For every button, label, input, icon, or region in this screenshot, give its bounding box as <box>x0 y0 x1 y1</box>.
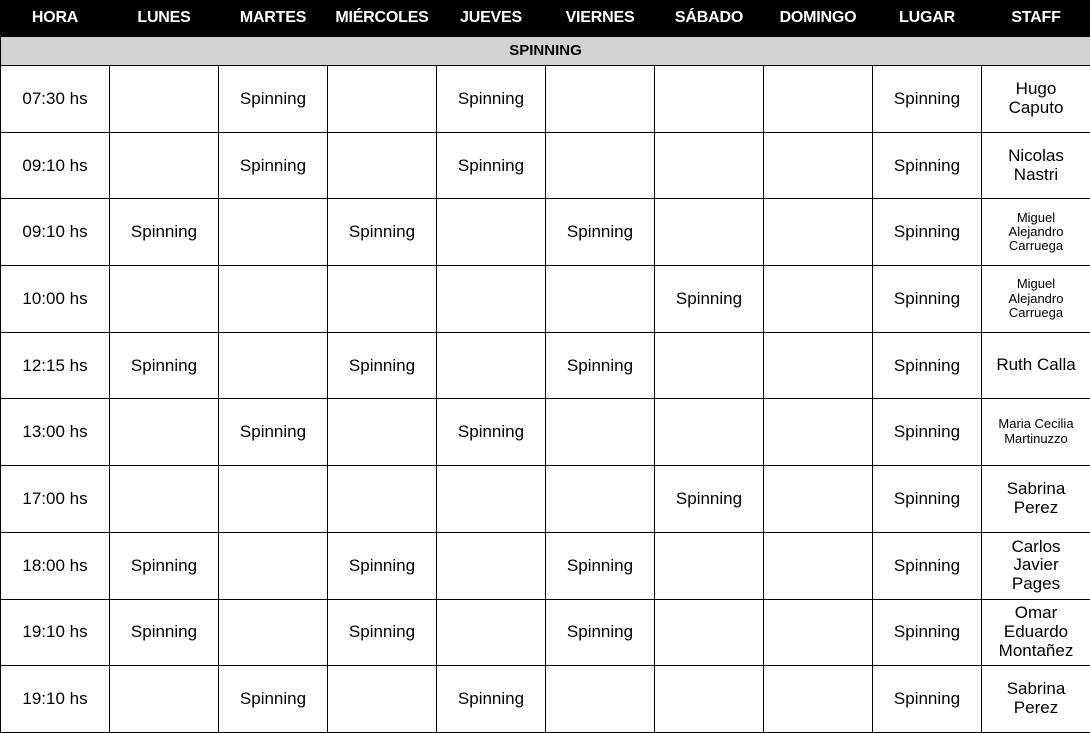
column-header-viernes: VIERNES <box>546 1 655 36</box>
cell-domingo <box>764 666 873 733</box>
cell-jueves <box>437 532 546 599</box>
cell-lunes: Spinning <box>110 599 219 666</box>
cell-sabado <box>655 132 764 199</box>
cell-martes: Spinning <box>219 66 328 133</box>
cell-martes <box>219 466 328 533</box>
cell-jueves <box>437 199 546 266</box>
cell-lunes <box>110 132 219 199</box>
section-row <box>1 36 1090 66</box>
cell-viernes <box>546 132 655 199</box>
cell-staff <box>982 466 1090 533</box>
cell-viernes <box>546 666 655 733</box>
cell-domingo <box>764 66 873 133</box>
staff-name-line: Perez <box>1014 499 1058 518</box>
staff-name-line: Sabrina <box>1007 480 1066 499</box>
cell-jueves <box>437 332 546 399</box>
cell-martes <box>219 599 328 666</box>
cell-lugar: Spinning <box>873 666 982 733</box>
cell-miercoles: Spinning <box>328 532 437 599</box>
cell-staff <box>982 199 1090 266</box>
staff-name-line: Caputo <box>1009 99 1064 118</box>
staff-name-line: Miguel <box>1017 211 1055 225</box>
cell-lugar: Spinning <box>873 466 982 533</box>
cell-hora: 18:00 hs <box>1 532 110 599</box>
cell-hora: 10:00 hs <box>1 266 110 333</box>
cell-miercoles: Spinning <box>328 599 437 666</box>
cell-hora: 09:10 hs <box>1 199 110 266</box>
staff-name-line: Ruth Calla <box>996 356 1075 375</box>
cell-lunes <box>110 266 219 333</box>
cell-viernes <box>546 466 655 533</box>
cell-hora: 12:15 hs <box>1 332 110 399</box>
staff-name-line: Hugo <box>1016 80 1057 99</box>
column-header-staff: STAFF <box>982 1 1090 36</box>
staff-name-line: Javier <box>1013 556 1058 575</box>
cell-lugar: Spinning <box>873 66 982 133</box>
cell-lugar: Spinning <box>873 266 982 333</box>
cell-lugar: Spinning <box>873 332 982 399</box>
staff-name-line: Martinuzzo <box>1004 432 1068 447</box>
cell-domingo <box>764 199 873 266</box>
cell-miercoles: Spinning <box>328 332 437 399</box>
cell-sabado <box>655 199 764 266</box>
cell-sabado <box>655 66 764 133</box>
cell-miercoles <box>328 466 437 533</box>
cell-staff <box>982 666 1090 733</box>
table-row <box>1 199 1090 266</box>
cell-jueves: Spinning <box>437 666 546 733</box>
cell-sabado <box>655 599 764 666</box>
cell-lunes <box>110 399 219 466</box>
table-row <box>1 666 1090 733</box>
staff-name-line: Carruega <box>1009 306 1063 320</box>
cell-domingo <box>764 599 873 666</box>
cell-martes <box>219 199 328 266</box>
table-row <box>1 266 1090 333</box>
cell-staff <box>982 399 1090 466</box>
cell-sabado <box>655 532 764 599</box>
cell-sabado <box>655 399 764 466</box>
column-header-hora: HORA <box>1 1 110 36</box>
cell-hora: 17:00 hs <box>1 466 110 533</box>
cell-domingo <box>764 532 873 599</box>
cell-staff <box>982 332 1090 399</box>
section-title: SPINNING <box>1 36 1090 66</box>
table-row <box>1 599 1090 666</box>
cell-miercoles <box>328 399 437 466</box>
cell-jueves <box>437 599 546 666</box>
cell-jueves <box>437 466 546 533</box>
staff-name-line: Montañez <box>999 642 1074 661</box>
column-header-sabado: SÁBADO <box>655 1 764 36</box>
cell-hora: 09:10 hs <box>1 132 110 199</box>
cell-martes: Spinning <box>219 399 328 466</box>
cell-hora: 19:10 hs <box>1 666 110 733</box>
cell-lugar: Spinning <box>873 532 982 599</box>
cell-viernes: Spinning <box>546 599 655 666</box>
cell-staff <box>982 66 1090 133</box>
cell-lunes: Spinning <box>110 199 219 266</box>
staff-name-line: Nicolas <box>1008 147 1064 166</box>
cell-miercoles <box>328 132 437 199</box>
cell-lunes: Spinning <box>110 332 219 399</box>
cell-staff <box>982 599 1090 666</box>
cell-staff <box>982 132 1090 199</box>
staff-name-line: Alejandro <box>1009 225 1064 239</box>
cell-domingo <box>764 266 873 333</box>
cell-sabado <box>655 666 764 733</box>
cell-viernes <box>546 66 655 133</box>
table-row <box>1 132 1090 199</box>
cell-viernes: Spinning <box>546 199 655 266</box>
cell-hora: 13:00 hs <box>1 399 110 466</box>
staff-name-line: Nastri <box>1014 166 1058 185</box>
cell-staff <box>982 266 1090 333</box>
cell-lugar: Spinning <box>873 399 982 466</box>
staff-name-line: Pages <box>1012 575 1060 594</box>
cell-hora: 07:30 hs <box>1 66 110 133</box>
cell-viernes <box>546 399 655 466</box>
cell-lunes: Spinning <box>110 532 219 599</box>
cell-domingo <box>764 399 873 466</box>
cell-martes <box>219 266 328 333</box>
cell-martes: Spinning <box>219 132 328 199</box>
cell-lunes <box>110 666 219 733</box>
header-row <box>1 1 1090 36</box>
table-row <box>1 66 1090 133</box>
cell-miercoles: Spinning <box>328 199 437 266</box>
cell-jueves: Spinning <box>437 399 546 466</box>
cell-martes <box>219 332 328 399</box>
staff-name-line: Maria Cecilia <box>998 417 1073 432</box>
staff-name-line: Miguel <box>1017 277 1055 291</box>
cell-martes <box>219 532 328 599</box>
cell-lugar: Spinning <box>873 132 982 199</box>
cell-sabado: Spinning <box>655 466 764 533</box>
cell-sabado <box>655 332 764 399</box>
cell-jueves: Spinning <box>437 132 546 199</box>
cell-miercoles <box>328 266 437 333</box>
column-header-martes: MARTES <box>219 1 328 36</box>
cell-lugar: Spinning <box>873 199 982 266</box>
staff-name-line: Carlos <box>1011 538 1060 557</box>
staff-name-line: Eduardo <box>1004 623 1068 642</box>
cell-jueves <box>437 266 546 333</box>
cell-lunes <box>110 466 219 533</box>
cell-martes: Spinning <box>219 666 328 733</box>
cell-lunes <box>110 66 219 133</box>
cell-hora: 19:10 hs <box>1 599 110 666</box>
table-row <box>1 466 1090 533</box>
staff-name-line: Carruega <box>1009 239 1063 253</box>
table-row <box>1 399 1090 466</box>
staff-name-line: Omar <box>1015 604 1058 623</box>
staff-name-line: Sabrina <box>1007 680 1066 699</box>
cell-miercoles <box>328 66 437 133</box>
staff-name-line: Perez <box>1014 699 1058 718</box>
column-header-miercoles: MIÉRCOLES <box>328 1 437 36</box>
column-header-domingo: DOMINGO <box>764 1 873 36</box>
cell-viernes: Spinning <box>546 332 655 399</box>
cell-jueves: Spinning <box>437 66 546 133</box>
cell-domingo <box>764 132 873 199</box>
table-row <box>1 332 1090 399</box>
column-header-lugar: LUGAR <box>873 1 982 36</box>
schedule-body <box>1 66 1090 733</box>
cell-sabado: Spinning <box>655 266 764 333</box>
cell-domingo <box>764 332 873 399</box>
cell-staff <box>982 532 1090 599</box>
table-row <box>1 532 1090 599</box>
cell-domingo <box>764 466 873 533</box>
column-header-jueves: JUEVES <box>437 1 546 36</box>
cell-lugar: Spinning <box>873 599 982 666</box>
cell-viernes: Spinning <box>546 532 655 599</box>
staff-name-line: Alejandro <box>1009 292 1064 306</box>
column-header-lunes: LUNES <box>110 1 219 36</box>
cell-miercoles <box>328 666 437 733</box>
cell-viernes <box>546 266 655 333</box>
